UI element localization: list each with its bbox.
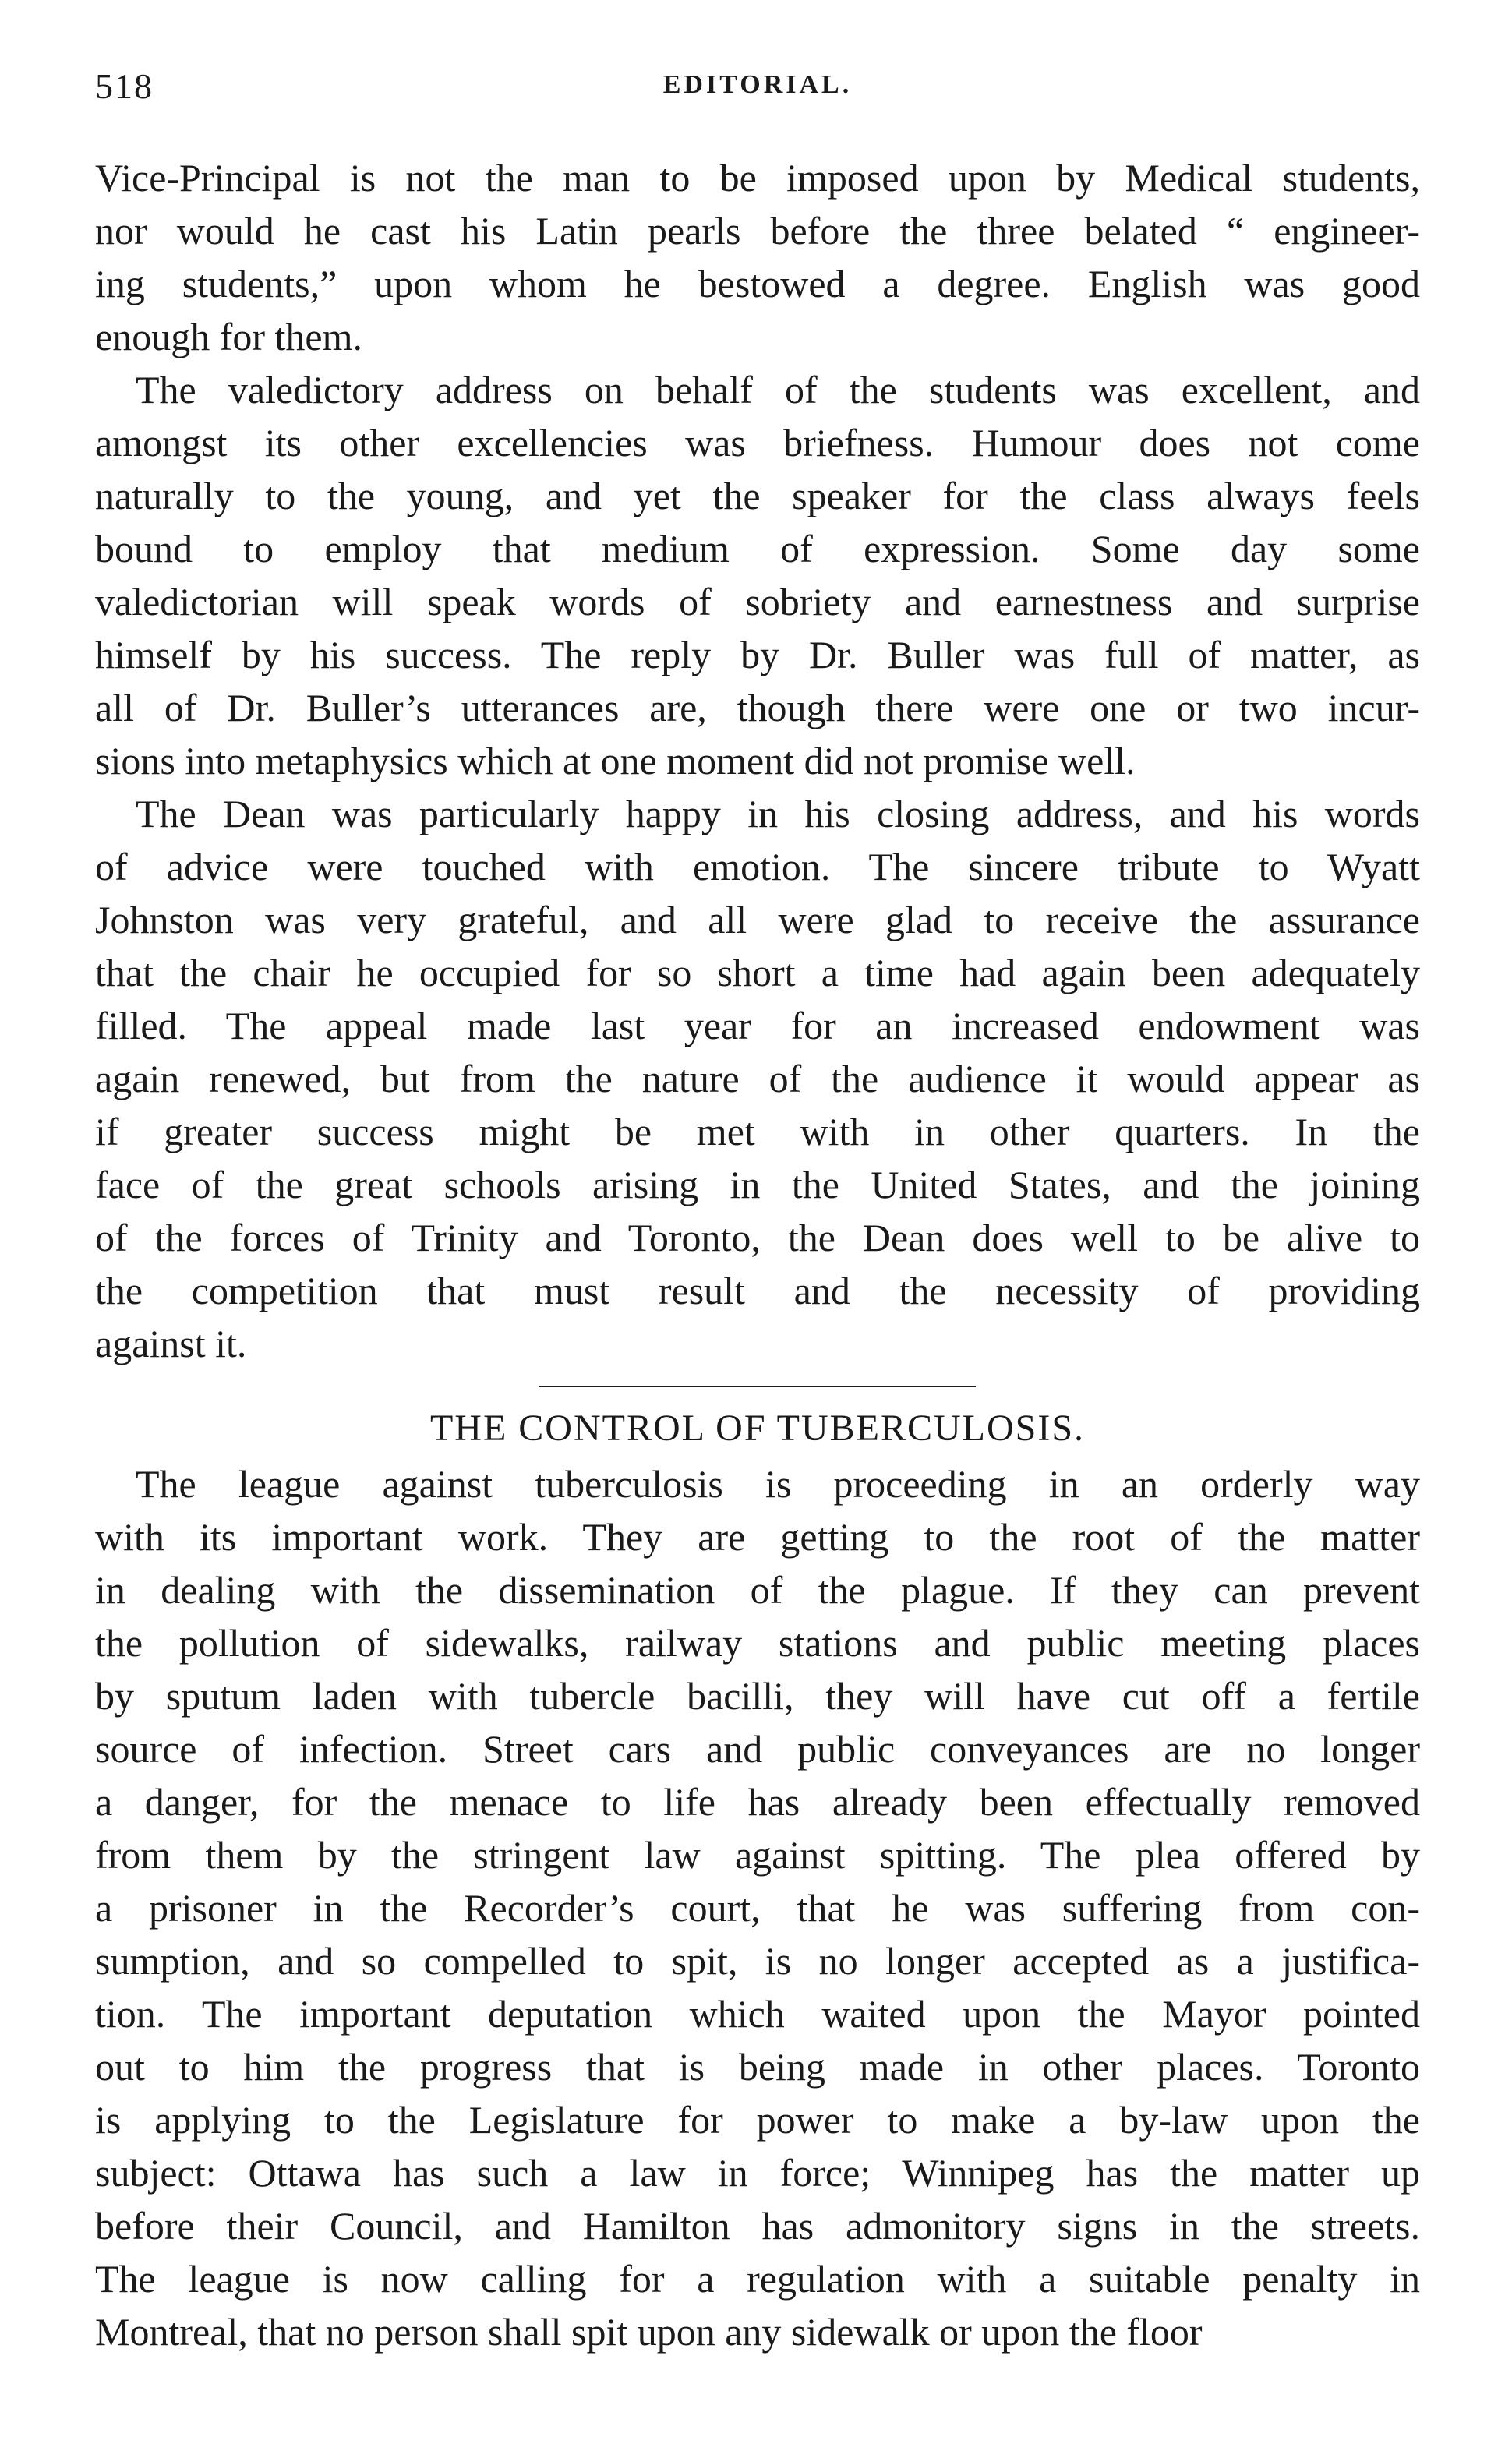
text-line: Vice-Principal is not the man to be imposed upon by Medical students, bbox=[95, 156, 1420, 200]
paragraph bbox=[95, 1457, 1420, 2358]
text-line: The Dean was particularly happy in his closing address, and his words bbox=[136, 792, 1420, 835]
text-line: if greater success might be met with in other quarters. In the bbox=[95, 1110, 1420, 1153]
section-divider bbox=[539, 1386, 976, 1387]
text-line: source of infection. Street cars and public conveyances are no longer bbox=[95, 1727, 1420, 1771]
text-line: ing students,” upon whom he bestowed a degree. English was good bbox=[95, 262, 1420, 306]
page-number: 518 bbox=[95, 66, 154, 106]
text-line: in dealing with the dissemination of the plague. If they can prevent bbox=[95, 1568, 1420, 1612]
editorial-body bbox=[95, 151, 1420, 1370]
text-line: face of the great schools arising in the United States, and the joining bbox=[95, 1163, 1420, 1206]
page-header bbox=[95, 65, 1420, 128]
text-line: Montreal, that no person shall spit upon any sidewalk or upon the floor bbox=[95, 2310, 1203, 2354]
text-line: filled. The appeal made last year for an increased endowment was bbox=[95, 1004, 1420, 1047]
section-body bbox=[95, 1457, 1420, 2358]
text-line: a danger, for the menace to life has already been effectually removed bbox=[95, 1780, 1420, 1824]
text-line: that the chair he occupied for so short a time had again been adequately bbox=[95, 951, 1420, 994]
text-line: of advice were touched with emotion. The sincere tribute to Wyatt bbox=[95, 845, 1420, 888]
running-head: EDITORIAL. bbox=[662, 70, 853, 99]
text-line: naturally to the young, and yet the speaker for the class always feels bbox=[95, 474, 1420, 517]
text-line: himself by his success. The reply by Dr. Buller was full of matter, as bbox=[95, 633, 1420, 676]
text-line: sumption, and so compelled to spit, is no longer accepted as a justifica- bbox=[95, 1939, 1420, 1983]
text-line: out to him the progress that is being made in other places. Toronto bbox=[95, 2045, 1420, 2089]
document-page bbox=[95, 65, 1420, 2358]
text-line: again renewed, but from the nature of the audience it would appear as bbox=[95, 1057, 1420, 1100]
section-title: THE CONTROL OF TUBERCULOSIS. bbox=[429, 1407, 1086, 1449]
text-line: The valedictory address on behalf of the students was excellent, and bbox=[136, 368, 1420, 411]
text-line: with its important work. They are getting to the root of the matter bbox=[95, 1515, 1420, 1559]
paragraph bbox=[95, 151, 1420, 363]
text-line: valedictorian will speak words of sobriety and earnestness and surprise bbox=[95, 580, 1420, 623]
text-line: subject: Ottawa has such a law in force; Winnipeg has the matter up bbox=[95, 2151, 1420, 2195]
text-line: is applying to the Legislature for power to make a by-law upon the bbox=[95, 2098, 1420, 2142]
text-line: Johnston was very grateful, and all were glad to receive the assurance bbox=[95, 898, 1420, 941]
text-line: a prisoner in the Recorder’s court, that he was suffering from con- bbox=[95, 1886, 1420, 1930]
text-line: before their Council, and Hamilton has admonitory signs in the streets. bbox=[95, 2204, 1420, 2248]
text-line: by sputum laden with tubercle bacilli, they will have cut off a fertile bbox=[95, 1674, 1420, 1718]
text-line: sions into metaphysics which at one moment did not promise well. bbox=[95, 739, 1136, 782]
text-line: the pollution of sidewalks, railway stations and public meeting places bbox=[95, 1621, 1420, 1665]
text-line: tion. The important deputation which waited upon the Mayor pointed bbox=[95, 1992, 1420, 2036]
text-line: the competition that must result and the necessity of providing bbox=[95, 1269, 1420, 1312]
text-line: nor would he cast his Latin pearls before the three belated “ engineer- bbox=[95, 209, 1420, 253]
text-line: against it. bbox=[95, 1322, 247, 1365]
text-line: all of Dr. Buller’s utterances are, though there were one or two incur- bbox=[95, 686, 1420, 729]
paragraph bbox=[95, 363, 1420, 787]
text-line: The league is now calling for a regulation with a suitable penalty in bbox=[95, 2257, 1420, 2301]
text-line: amongst its other excellencies was briefness. Humour does not come bbox=[95, 421, 1420, 464]
text-line: The league against tuberculosis is proceeding in an orderly way bbox=[136, 1462, 1420, 1506]
text-line: from them by the stringent law against spitting. The plea offered by bbox=[95, 1833, 1420, 1877]
text-line: enough for them. bbox=[95, 315, 362, 358]
paragraph bbox=[95, 787, 1420, 1370]
text-line: bound to employ that medium of expression. Some day some bbox=[95, 527, 1420, 570]
text-line: of the forces of Trinity and Toronto, the Dean does well to be alive to bbox=[95, 1216, 1420, 1259]
